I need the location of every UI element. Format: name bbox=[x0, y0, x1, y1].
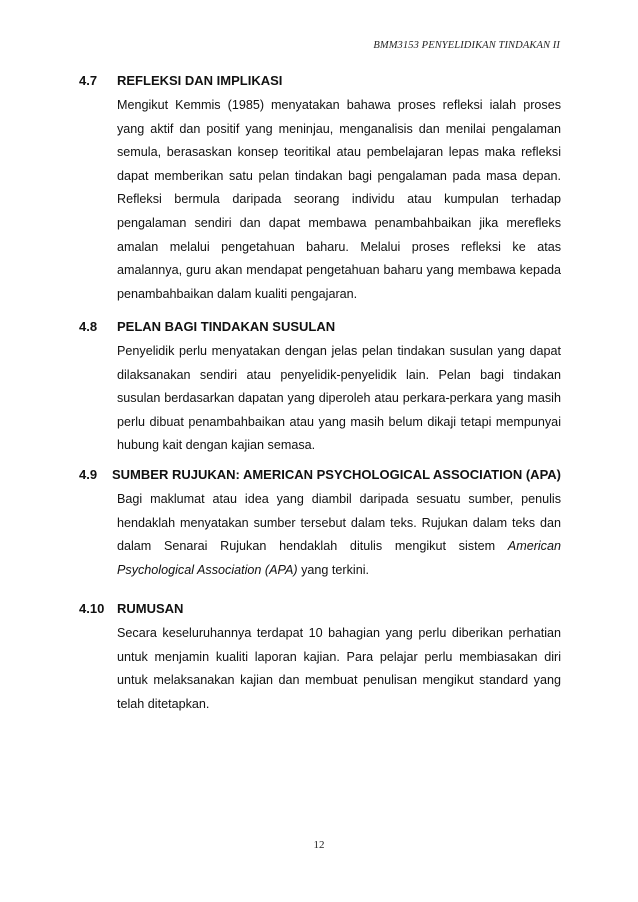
section-body: Penyelidik perlu menyatakan dengan jelas pelan tindakan susulan yang dapat dilaksanakan sendiri atau penyelidik-penyelidik lain. Pelan bagi tindakan susulan berdasarkan dapatan yang diperoleh atau perkara-perkara yang masih perlu dibuat penambahbaikan atau yang masih belum dikaji tetapi mempunyai hubung kait dengan kajian semasa. bbox=[117, 344, 561, 453]
section-title: PELAN BAGI TINDAKAN SUSULAN bbox=[117, 319, 336, 334]
running-header: BMM3153 PENYELIDIKAN TINDAKAN II bbox=[373, 40, 560, 51]
section-body-text-end: yang terkini. bbox=[297, 562, 369, 577]
section-body bbox=[117, 488, 561, 582]
section-body-text: Bagi maklumat atau idea yang diambil daripada sesuatu sumber, penulis hendaklah menyatakan sumber tersebut dalam teks. Rujukan dalam teks dan dalam Senarai Rujukan hendaklah ditulis mengikut sistem bbox=[117, 492, 561, 554]
section-body: Secara keseluruhannya terdapat 10 bahagian yang perlu diberikan perhatian untuk menjamin kualiti laporan kajian. Para pelajar perlu membiasakan diri untuk melaksanakan kajian dan membuat penulisan mengikut standard yang telah ditetapkan. bbox=[117, 626, 561, 711]
section-number: 4.7 bbox=[79, 73, 98, 88]
section-title: REFLEKSI DAN IMPLIKASI bbox=[117, 73, 283, 88]
section-title: RUMUSAN bbox=[117, 601, 184, 616]
section-number: 4.10 bbox=[79, 601, 105, 616]
page-number: 12 bbox=[313, 839, 325, 851]
section-number: 4.9 bbox=[79, 467, 98, 482]
apa-italic-text: American Psychological Association (APA) bbox=[117, 539, 561, 577]
section-number: 4.8 bbox=[79, 319, 98, 334]
section-title: SUMBER RUJUKAN: AMERICAN PSYCHOLOGICAL ASSOCIATION (APA) bbox=[112, 467, 561, 482]
section-body: Mengikut Kemmis (1985) menyatakan bahawa proses refleksi ialah proses yang aktif dan positif yang meninjau, menganalisis dan menilai pengalaman semula, berasaskan konsep teoritikal atau pembelajaran lepas maka refleksi dapat memberikan satu pelan tindakan bagi pengalaman pada masa depan. Refleksi bermula daripada seorang individu atau kumpulan terhadap pengalaman sendiri dan dapat membawa penambahbaikan jika merefleks amalan melalui pengetahuan baharu. Melalui proses refleksi ke atas amalannya, guru akan mendapat pengetahuan baharu yang membawa kepada penambahbaikan dalam kualiti pengajaran. bbox=[117, 98, 561, 301]
